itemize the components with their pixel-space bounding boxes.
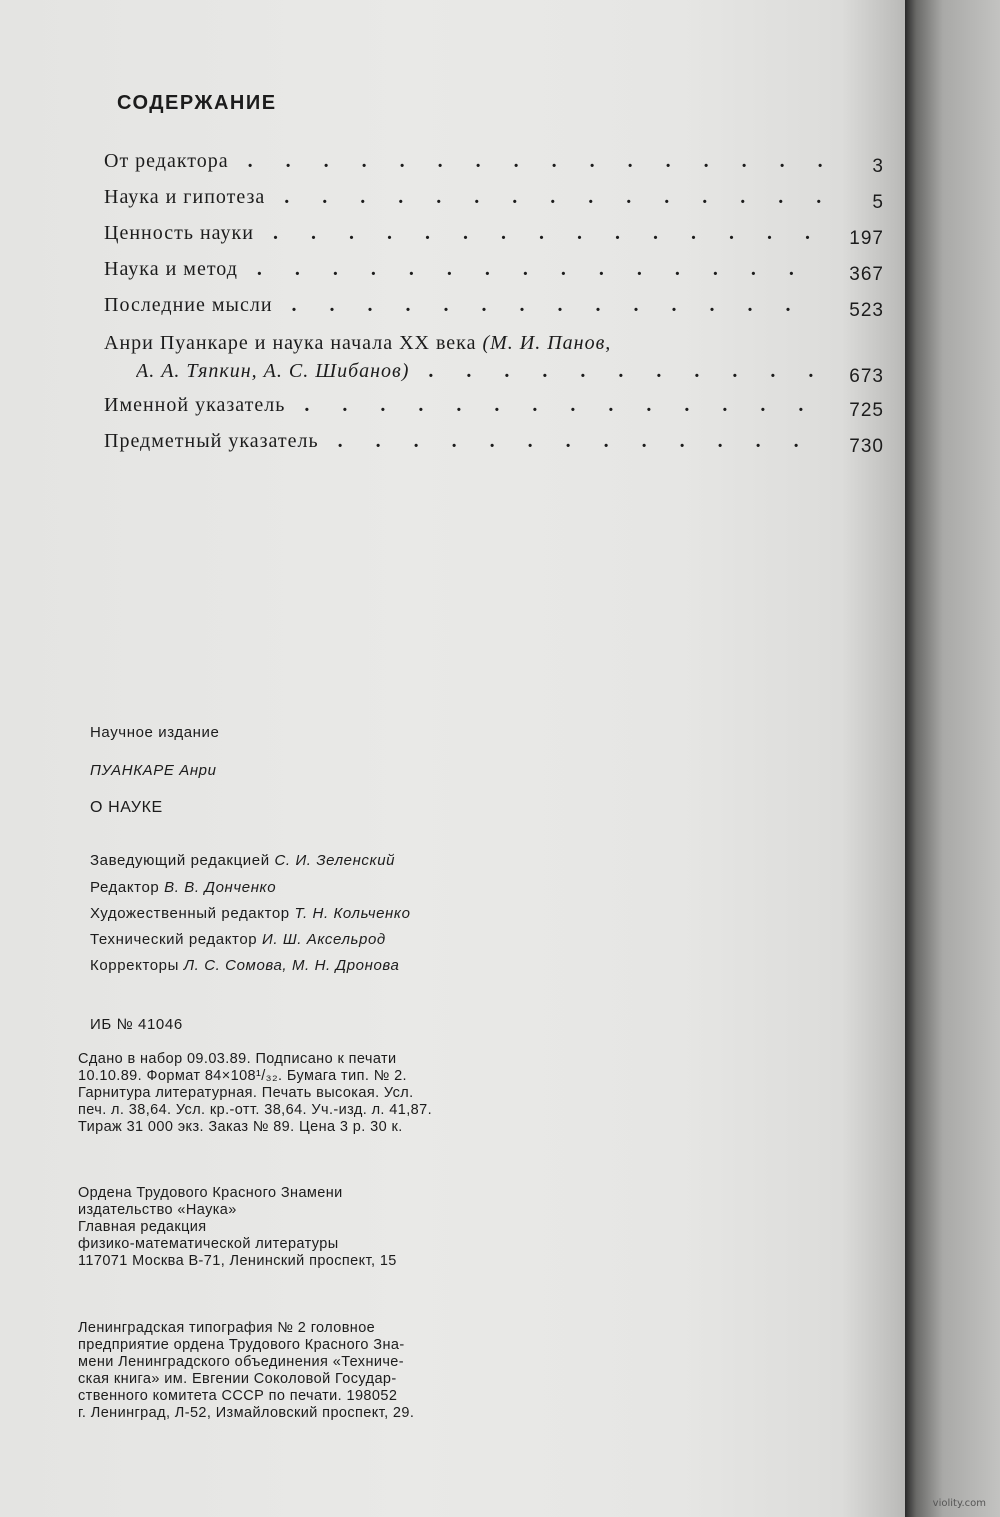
publisher-line: издательство «Наука» — [78, 1202, 237, 1218]
publisher-line: физико-математической литературы — [78, 1236, 339, 1252]
toc-entry-authors: (М. И. Панов, — [482, 332, 612, 354]
toc-entry-page: 367 — [849, 264, 884, 285]
toc-entry-title: Наука и гипотеза — [104, 186, 266, 208]
toc-entry — [104, 394, 884, 422]
staff-row — [90, 877, 610, 898]
toc-entry-title: Последние мысли — [104, 294, 273, 316]
toc-entry-page: 197 — [849, 228, 884, 249]
staff-row — [90, 929, 610, 950]
printer-line: Ленинградская типография № 2 головное — [78, 1320, 376, 1336]
staff-role: Технический редактор — [90, 931, 258, 948]
toc-entry-title: Анри Пуанкаре и наука начала XX века — [104, 332, 477, 354]
toc-entry-title: Наука и метод — [104, 258, 238, 280]
staff-name: Л. С. Сомова, М. Н. Дронова — [183, 957, 400, 974]
toc-entry — [104, 332, 884, 388]
staff-role: Корректоры — [90, 957, 180, 974]
toc-entry-page: 5 — [872, 192, 884, 213]
staff-name: С. И. Зеленский — [274, 852, 396, 869]
staff-row — [90, 850, 610, 871]
toc-entry — [104, 430, 884, 458]
staff-row — [90, 903, 610, 924]
publisher-line: 117071 Москва В-71, Ленинский проспект, 15 — [78, 1253, 397, 1269]
print-details-line: печ. л. 38,64. Усл. кр.-отт. 38,64. Уч.-изд. л. 41,87. — [78, 1102, 433, 1118]
toc-entry-page: 523 — [849, 300, 884, 321]
toc-entry-title: От редактора — [104, 150, 229, 172]
toc-entry-page: 725 — [849, 400, 884, 421]
printer-line: ская книга» им. Евгении Соколовой Государ- — [78, 1371, 397, 1387]
book-title: О НАУКЕ — [90, 799, 163, 816]
print-details-line: Тираж 31 000 экз. Заказ № 89. Цена 3 р. 30 к. — [78, 1119, 403, 1135]
staff-role: Редактор — [90, 879, 160, 896]
staff-role: Заведующий редакцией — [90, 852, 270, 869]
toc-entry-title: Предметный указатель — [104, 430, 319, 452]
print-details-line: Сдано в набор 09.03.89. Подписано к печати — [78, 1051, 397, 1067]
printer-info — [78, 1320, 598, 1422]
printer-line: предприятие ордена Трудового Красного Зна- — [78, 1337, 405, 1353]
printer-line: мени Ленинградского объединения «Техниче- — [78, 1354, 404, 1370]
toc-entry — [104, 258, 884, 286]
publisher-line: Ордена Трудового Красного Знамени — [78, 1185, 343, 1201]
toc-entry — [104, 150, 884, 178]
printer-line: г. Ленинград, Л-52, Измайловский проспект, 29. — [78, 1405, 415, 1421]
toc-entry-page: 673 — [849, 366, 884, 387]
toc-entry-title: Ценность науки — [104, 222, 254, 244]
toc-heading: СОДЕРЖАНИЕ — [117, 92, 277, 114]
toc-entry — [104, 186, 884, 214]
toc-entry-page: 730 — [849, 436, 884, 457]
toc-entry — [104, 294, 884, 322]
publisher-info — [78, 1185, 598, 1270]
print-details-line: Гарнитура литературная. Печать высокая. Усл. — [78, 1085, 414, 1101]
watermark: violity.com — [932, 1498, 986, 1509]
staff-name: И. Ш. Аксельрод — [262, 931, 386, 948]
book-author: ПУАНКАРЕ Анри — [90, 762, 217, 779]
printer-line: ственного комитета СССР по печати. 198052 — [78, 1388, 398, 1404]
toc-entry — [104, 222, 884, 250]
toc-entry-title: Именной указатель — [104, 394, 286, 416]
ib-number: ИБ № 41046 — [90, 1016, 183, 1033]
publisher-line: Главная редакция — [78, 1219, 207, 1235]
toc-entry-page: 3 — [872, 156, 884, 177]
edition-type: Научное издание — [90, 724, 220, 741]
toc-entry-authors: А. А. Тяпкин, А. С. Шибанов) — [136, 360, 410, 382]
print-details-line: 10.10.89. Формат 84×108¹/₃₂. Бумага тип. № 2. — [78, 1068, 407, 1084]
staff-role: Художественный редактор — [90, 905, 290, 922]
staff-row — [90, 955, 610, 976]
book-gutter-shadow — [905, 0, 1000, 1517]
staff-name: Т. Н. Кольченко — [294, 905, 411, 922]
print-details — [78, 1051, 598, 1136]
staff-name: В. В. Донченко — [164, 879, 277, 896]
